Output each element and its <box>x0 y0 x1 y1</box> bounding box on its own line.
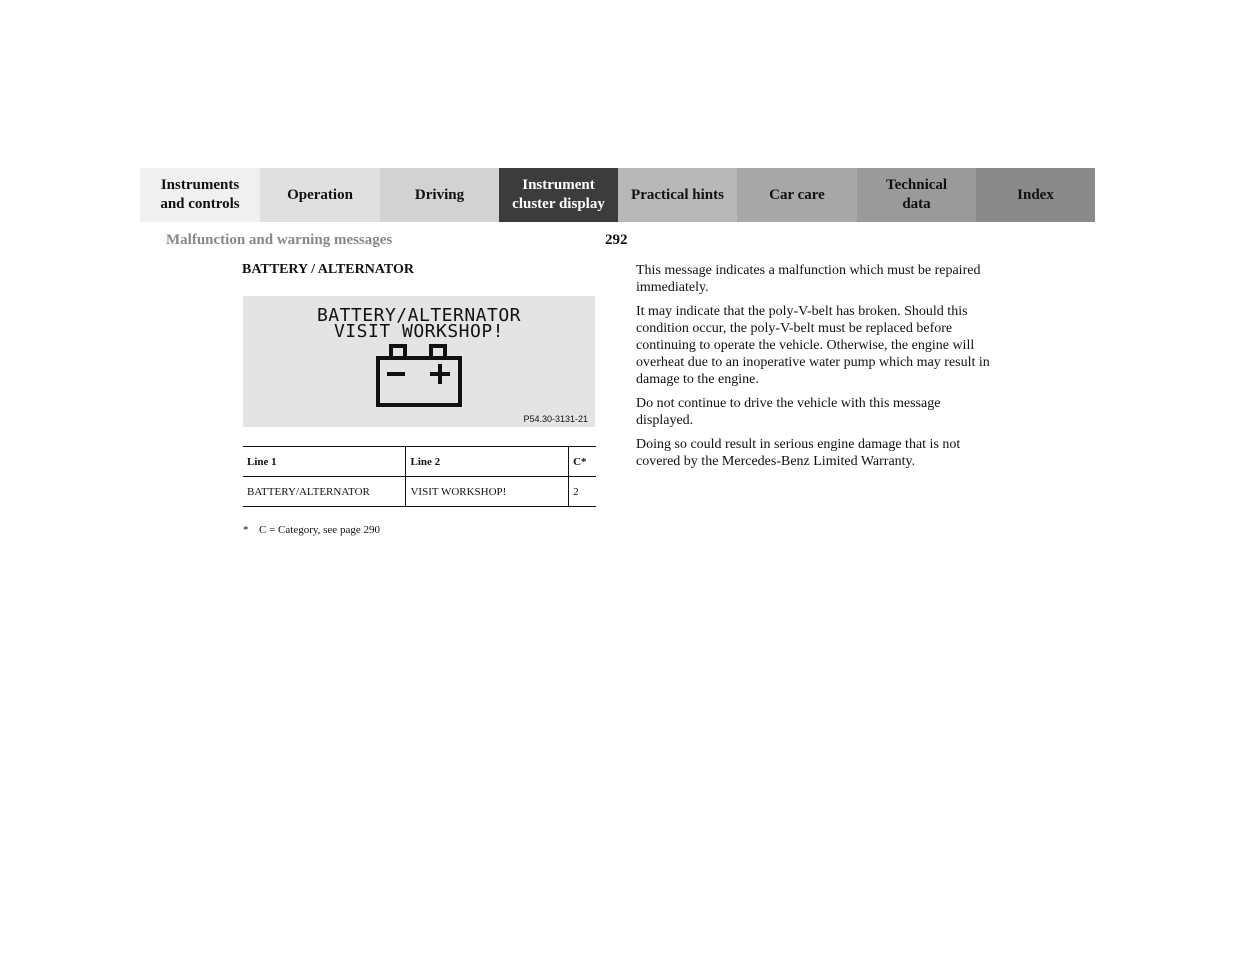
message-description <box>636 262 996 477</box>
tab-technical-data[interactable]: Technical data <box>857 168 976 222</box>
message-table <box>243 446 596 507</box>
tab-driving[interactable]: Driving <box>380 168 499 222</box>
figure-code: P54.30-3131-21 <box>523 414 588 424</box>
tab-car-care[interactable]: Car care <box>737 168 857 222</box>
paragraph: Do not continue to drive the vehicle with this message displayed. <box>636 396 941 428</box>
header-line-1: Line 1 <box>243 447 406 477</box>
header-category: C* <box>569 447 596 477</box>
paragraph: It may indicate that the poly-V-belt has broken. Should this condition occur, the poly-V-belt must be replaced before continuing to operate the vehicle. Otherwise, the engine will overheat due to an inoperative water pump which may result in damage to the engine. <box>636 304 990 387</box>
header-line-2: Line 2 <box>406 447 569 477</box>
footnote-text: C = Category, see page 290 <box>259 524 380 536</box>
battery-icon <box>375 344 463 408</box>
tab-practical-hints[interactable]: Practical hints <box>618 168 737 222</box>
table-header-row <box>243 447 596 477</box>
chapter-tabs <box>140 168 1095 222</box>
section-title: Malfunction and warning messages <box>166 232 393 248</box>
tab-index[interactable]: Index <box>976 168 1095 222</box>
footnote <box>243 524 380 536</box>
cell-line-1: BATTERY/ALTERNATOR <box>243 477 406 507</box>
display-line-1: BATTERY/ALTERNATOR <box>316 305 522 326</box>
paragraph: This message indicates a malfunction which must be repaired immediately. <box>636 263 981 295</box>
tab-instruments-and-controls[interactable]: Instruments and controls <box>140 168 260 222</box>
cell-category: 2 <box>569 477 596 507</box>
page-number: 292 <box>605 232 628 248</box>
tab-operation[interactable]: Operation <box>260 168 380 222</box>
message-heading: BATTERY / ALTERNATOR <box>242 262 414 277</box>
display-line-2: VISIT WORKSHOP! <box>333 321 505 342</box>
cluster-display-illustration <box>243 296 595 427</box>
tab-instrument-cluster-display[interactable]: Instrument cluster display <box>499 168 618 222</box>
table-row <box>243 477 596 507</box>
footnote-mark: * <box>243 524 249 536</box>
paragraph: Doing so could result in serious engine damage that is not covered by the Mercedes-Benz Limited Warranty. <box>636 437 961 469</box>
cell-line-2: VISIT WORKSHOP! <box>406 477 569 507</box>
